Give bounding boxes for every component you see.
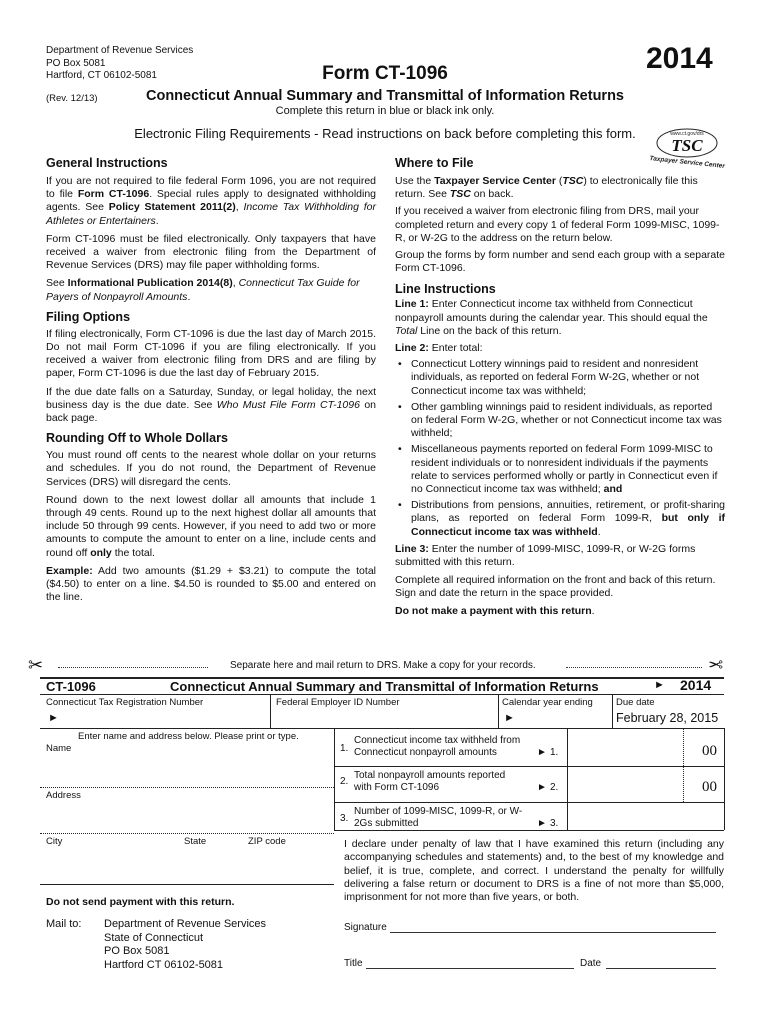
scissors-left-icon: ✂ (28, 655, 44, 675)
where-paragraph: Group the forms by form number and send each group with a separate Form CT-1096. (395, 249, 725, 275)
where-paragraph: Use the Taxpayer Service Center (TSC) to electronically file this return. See TSC on back. (395, 175, 698, 201)
rule (334, 830, 724, 831)
reg-number-input[interactable] (62, 708, 268, 726)
form-title: Form CT-1096 (322, 63, 448, 84)
name-input[interactable] (80, 743, 330, 783)
reg-number-label: Connecticut Tax Registration Number (46, 697, 204, 708)
reg-arrow-icon: ► (48, 712, 59, 724)
filing-paragraph: If the due date falls on a Saturday, Sunday, or legal holiday, the next business day is the due date. See Who Must File Form CT-1096 on back page. (46, 385, 376, 425)
date-field[interactable] (606, 954, 716, 969)
rule (40, 787, 334, 788)
mail-address-line: State of Connecticut (104, 931, 204, 944)
svg-text:Taxpayer Service Center: Taxpayer Service Center (649, 155, 726, 168)
mail-address-line: Department of Revenue Services (104, 918, 267, 930)
rule (334, 728, 335, 830)
line3-arrow-icon: ► (537, 818, 547, 829)
left-column (46, 156, 376, 604)
cut-instruction: Separate here and mail return to DRS. Make a copy for your records. (230, 660, 536, 671)
line2-ref: 2. (550, 782, 559, 793)
fein-input[interactable] (276, 708, 496, 726)
date-label: Date (580, 958, 602, 969)
signature-label: Signature (344, 922, 387, 933)
rule (612, 694, 613, 728)
right-column (395, 156, 725, 618)
rule (724, 728, 725, 830)
line2-bullet: • Connecticut Lottery winnings paid to resident and nonresident individuals, as reported on federal Form W-2G, whether or not Connecticut income tax was withheld; (395, 358, 725, 398)
address-input[interactable] (94, 790, 330, 828)
where-paragraph: If you received a waiver from electronic filing from DRS, mail your completed return and every copy 1 of federal Form 1099-MISC, 1099-R, or W-2G to the address on the return below. (395, 205, 720, 244)
line3-count-input[interactable] (570, 805, 720, 827)
line2-cents: 00 (702, 779, 717, 795)
rounding-paragraph: Round down to the next lowest dollar all amounts that include 1 through 49 cents. Round up to the next highest dollar all amounts that include 50 through 99 cents. However, if you need to add two or more amounts to compute the amount to enter on a line, include cents and round off only the total. (46, 493, 376, 559)
line3-number: 3. (340, 813, 349, 824)
line2-number: 2. (340, 776, 349, 787)
rule (334, 802, 724, 803)
line2-bullet: • Other gambling winnings paid to resident individuals, as reported on federal Form W-2G, whether or not Connecticut income tax was withheld; (395, 401, 725, 441)
tax-year: 2014 (646, 42, 713, 75)
dept-line: Hartford, CT 06102-5081 (46, 70, 157, 81)
example-paragraph: Example: Add two amounts ($1.29 + $3.21) to compute the total ($4.50) to enter on a line. $4.50 is rounded to $5.00 and entered on the line. (46, 564, 376, 604)
line2-description: Total nonpayroll amounts reported with Form CT-1096 (354, 770, 506, 793)
general-paragraph: See Informational Publication 2014(8), Connecticut Tax Guide for Payers of Nonpayroll Amounts. (46, 277, 360, 303)
year-arrow-icon: ► (654, 679, 665, 691)
where-heading: Where to File (395, 156, 474, 170)
signature-field[interactable] (390, 918, 716, 933)
form-year: 2014 (680, 677, 712, 693)
line1-arrow-icon: ► (537, 747, 547, 758)
rule (683, 728, 684, 802)
zip-label: ZIP code (248, 836, 286, 847)
cut-dots-right (566, 667, 702, 668)
line2-bullet: • Miscellaneous payments reported on federal Form 1099-MISC to resident individuals or to nonresident individuals if the payments relate to services performed wholly or partly in Connecticut even if no Connecticut income tax was withheld; and (395, 443, 725, 496)
title-field[interactable] (366, 954, 574, 969)
enter-name-note: Enter name and address below. Please print or type. (78, 731, 299, 742)
mail-address (104, 918, 266, 972)
general-paragraph: Form CT-1096 must be filed electronically. Only taxpayers that have received a waiver from electronic filing from the Department of Revenue Services (DRS) may file paper withholding forms. (46, 232, 376, 272)
rule (334, 766, 724, 767)
rule (270, 694, 271, 728)
line1-number: 1. (340, 743, 349, 754)
line3-ref: 3. (550, 818, 559, 829)
line1-cents: 00 (702, 743, 717, 759)
general-paragraph: If you are not required to file federal Form 1096, you are not required to file Form CT-1096. Special rules apply to designated withholding agents. See Policy Statement 2011(2), Income Tax Withholding for Athletes or Entertainers. (46, 175, 377, 227)
city-input[interactable] (46, 848, 176, 878)
title-label: Title (344, 958, 363, 969)
scissors-right-icon: ✂ (708, 655, 724, 675)
filing-heading: Filing Options (46, 309, 131, 324)
line-instructions-heading: Line Instructions (395, 282, 496, 297)
line2-instruction: Line 2: Enter total: (395, 342, 483, 355)
line3-description: Number of 1099-MISC, 1099-R, or W-2Gs submitted (354, 806, 523, 829)
no-send-payment-note: Do not send payment with this return. (46, 896, 235, 908)
line1-amount-input[interactable] (570, 734, 680, 764)
address-label: Address (46, 790, 81, 801)
line2-bullet: • Distributions from pensions, annuities, retirement, or profit-sharing plans, as reported on federal Form 1099-R, but only if Connecticut income tax was withheld. (395, 499, 725, 539)
form-heading: Connecticut Annual Summary and Transmittal of Information Returns (170, 679, 599, 694)
rule (40, 833, 334, 834)
state-label: State (184, 836, 207, 847)
general-heading: General Instructions (46, 156, 168, 170)
rounding-heading: Rounding Off to Whole Dollars (46, 431, 228, 446)
rule (498, 694, 499, 728)
ink-note: Complete this return in blue or black ink only. (275, 105, 495, 117)
cut-dots-left (58, 667, 208, 668)
revision-date: (Rev. 12/13) (46, 93, 98, 104)
fein-label: Federal Employer ID Number (276, 697, 400, 708)
complete-paragraph: Complete all required information on the front and back of this return. Sign and date the return in the space provided. (395, 574, 716, 600)
line1-description: Connecticut income tax withheld from Connecticut nonpayroll amounts (354, 735, 521, 758)
svg-text:www.ct.gov/drs: www.ct.gov/drs (670, 131, 704, 137)
svg-text:TSC: TSC (671, 136, 703, 155)
calendar-year-input[interactable] (518, 708, 608, 726)
declaration-text: I declare under penalty of law that I have examined this return (including any accompanying schedules and statements) and, to the best of my knowledge and belief, it is true, complete, and correct. I understand the penalty for willfully delivering a false return or document to DRS is a fine of not more than $5,000, imprisonment for not more than five years, or both. (344, 838, 724, 904)
mail-address-line: PO Box 5081 (104, 945, 170, 957)
due-date-value: February 28, 2015 (616, 711, 719, 725)
city-label: City (46, 836, 63, 847)
rounding-paragraph: You must round off cents to the nearest whole dollar on your returns and schedules. If you do not round, the Department of Revenue Services (DRS) will disregard the cents. (46, 449, 376, 488)
rule (40, 728, 724, 729)
line1-instruction: Line 1: Enter Connecticut income tax withheld from Connecticut nonpayroll amounts during the calendar year. This should equal the Total Line on the back of this return. (395, 298, 708, 337)
efile-note: Electronic Filing Requirements - Read instructions on back before completing this form. (134, 126, 636, 141)
dept-line: PO Box 5081 (46, 57, 106, 69)
calendar-year-label: Calendar year ending (502, 697, 593, 708)
calendar-arrow-icon: ► (504, 712, 515, 724)
form-id: CT-1096 (46, 679, 96, 694)
filing-paragraph: If filing electronically, Form CT-1096 is due the last day of March 2015. Do not mail Form CT-1096 if you are filing electronically. If you received a waiver from electronic filing from DRS and are filing by paper, Form CT-1096 is due the last day of February 2015. (46, 327, 376, 380)
line2-amount-input[interactable] (570, 769, 680, 799)
due-date-label: Due date (616, 697, 655, 708)
state-input[interactable] (184, 848, 240, 878)
zip-input[interactable] (248, 848, 330, 878)
mail-address-line: Hartford CT 06102-5081 (104, 958, 224, 971)
dept-line: Department of Revenue Services (46, 45, 194, 56)
line1-ref: 1. (550, 747, 559, 758)
mail-to-label: Mail to: (46, 918, 82, 930)
rule (567, 728, 568, 830)
line3-instruction: Line 3: Enter the number of 1099-MISC, 1099-R, or W-2G forms submitted with this return. (395, 542, 696, 569)
no-payment-note: Do not make a payment with this return. (395, 604, 595, 617)
name-label: Name (46, 743, 72, 754)
line2-arrow-icon: ► (537, 782, 547, 793)
rule (40, 884, 334, 885)
rule (40, 694, 724, 695)
form-subtitle: Connecticut Annual Summary and Transmittal of Information Returns (145, 88, 624, 104)
